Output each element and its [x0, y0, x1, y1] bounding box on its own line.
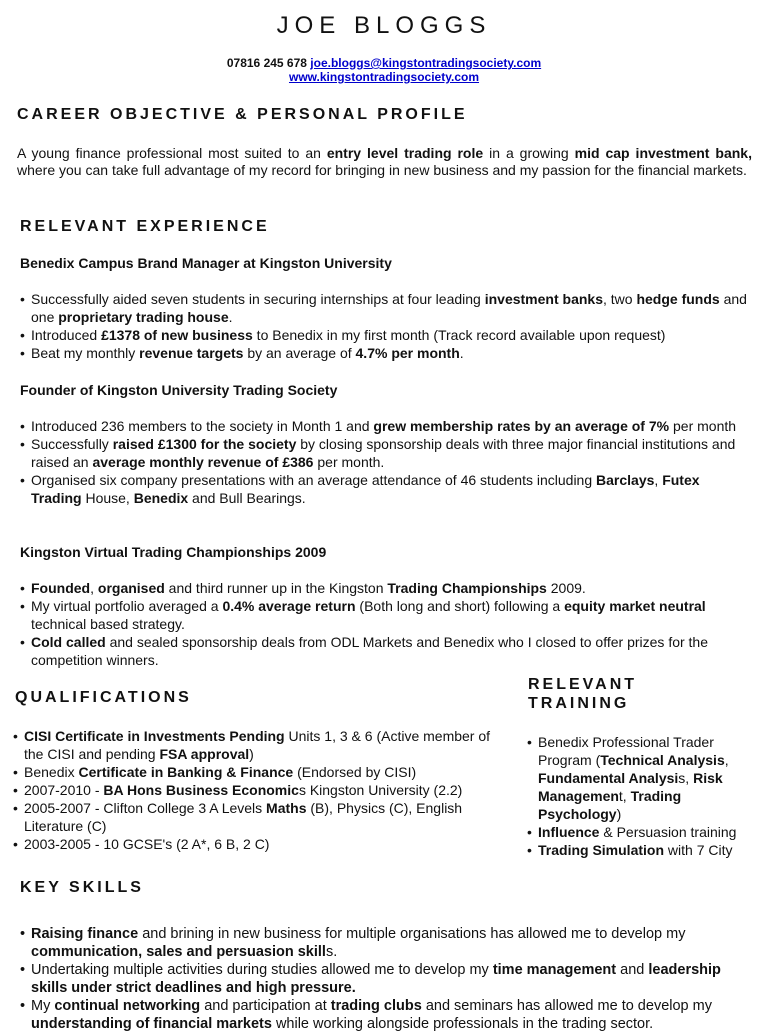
list-item: • Raising finance and brining in new business for multiple organisations has allowed me to develop my communication, sales and persuasion skills.: [20, 925, 755, 961]
contact-block: [0, 56, 768, 84]
list-item: • 2003-2005 - 10 GCSE's (2 A*, 6 B, 2 C): [13, 835, 513, 853]
candidate-name: JOE BLOGGS: [276, 12, 492, 39]
skills-list: [20, 925, 755, 1033]
role-title: Kingston Virtual Trading Championships 2009: [20, 544, 327, 560]
section-heading-experience: RELEVANT EXPERIENCE: [20, 218, 270, 235]
list-item: • Successfully raised £1300 for the society by closing sponsorship deals with three major financial institutions and raised an average monthly revenue of £386 per month.: [20, 435, 745, 471]
list-item: • 2005-2007 - Clifton College 3 A Levels Maths (B), Physics (C), English Literature (C): [13, 799, 513, 835]
list-item: • Benedix Professional Trader Program (Technical Analysis, Fundamental Analysis, Risk Management, Trading Psychology): [527, 733, 763, 823]
list-item: • Benedix Certificate in Banking & Finance (Endorsed by CISI): [13, 763, 513, 781]
training-list: [527, 733, 763, 859]
list-item: • Beat my monthly revenue targets by an average of 4.7% per month.: [20, 344, 755, 362]
list-item: • Introduced £1378 of new business to Benedix in my first month (Track record available upon request): [20, 326, 755, 344]
phone-number: 07816 245 678: [226, 56, 307, 70]
list-item: • My continual networking and participation at trading clubs and seminars has allowed me to develop my understanding of financial markets while working alongside professionals in the trading sector.: [20, 997, 755, 1033]
section-heading-skills: KEY SKILLS: [20, 879, 144, 896]
role-title: Benedix Campus Brand Manager at Kingston University: [20, 255, 392, 271]
list-item: • 2007-2010 - BA Hons Business Economics Kingston University (2.2): [13, 781, 513, 799]
list-item: • Successfully aided seven students in securing internships at four leading investment banks, two hedge funds and one proprietary trading house.: [20, 290, 755, 326]
list-item: • CISI Certificate in Investments Pending Units 1, 3 & 6 (Active member of the CISI and pending FSA approval): [13, 727, 513, 763]
list-item: • Founded, organised and third runner up in the Kingston Trading Championships 2009.: [20, 579, 745, 597]
list-item: • Organised six company presentations with an average attendance of 46 students including Barclays, Futex Trading House, Benedix and Bull Bearings.: [20, 471, 745, 507]
website-link[interactable]: www.kingstontradingsociety.com: [288, 70, 480, 84]
profile-paragraph: A young finance professional most suited to an entry level trading role in a growing mid cap investment bank, where you can take full advantage of my record for bringing in new business and my passion for the financial markets.: [17, 145, 752, 178]
list-item: • Trading Simulation with 7 City: [527, 841, 763, 859]
bullet-list: [20, 579, 745, 669]
bullet-list: [20, 290, 755, 362]
section-heading-qualifications: QUALIFICATIONS: [15, 689, 192, 706]
qualifications-list: [13, 727, 513, 853]
list-item: • Influence & Persuasion training: [527, 823, 763, 841]
list-item: • Introduced 236 members to the society in Month 1 and grew membership rates by an average of 7% per month: [20, 417, 745, 435]
email-link[interactable]: joe.bloggs@kingstontradingsociety.com: [310, 56, 542, 70]
bullet-list: [20, 417, 745, 507]
list-item: • Cold called and sealed sponsorship deals from ODL Markets and Benedix who I closed to offer prizes for the competition winners.: [20, 633, 745, 669]
section-heading-profile: CAREER OBJECTIVE & PERSONAL PROFILE: [17, 106, 468, 123]
list-item: • Undertaking multiple activities during studies allowed me to develop my time management and leadership skills under strict deadlines and high pressure.: [20, 961, 755, 997]
list-item: • My virtual portfolio averaged a 0.4% average return (Both long and short) following a equity market neutral technical based strategy.: [20, 597, 745, 633]
role-title: Founder of Kingston University Trading Society: [20, 382, 338, 398]
section-heading-training: RELEVANT TRAINING: [528, 676, 638, 712]
